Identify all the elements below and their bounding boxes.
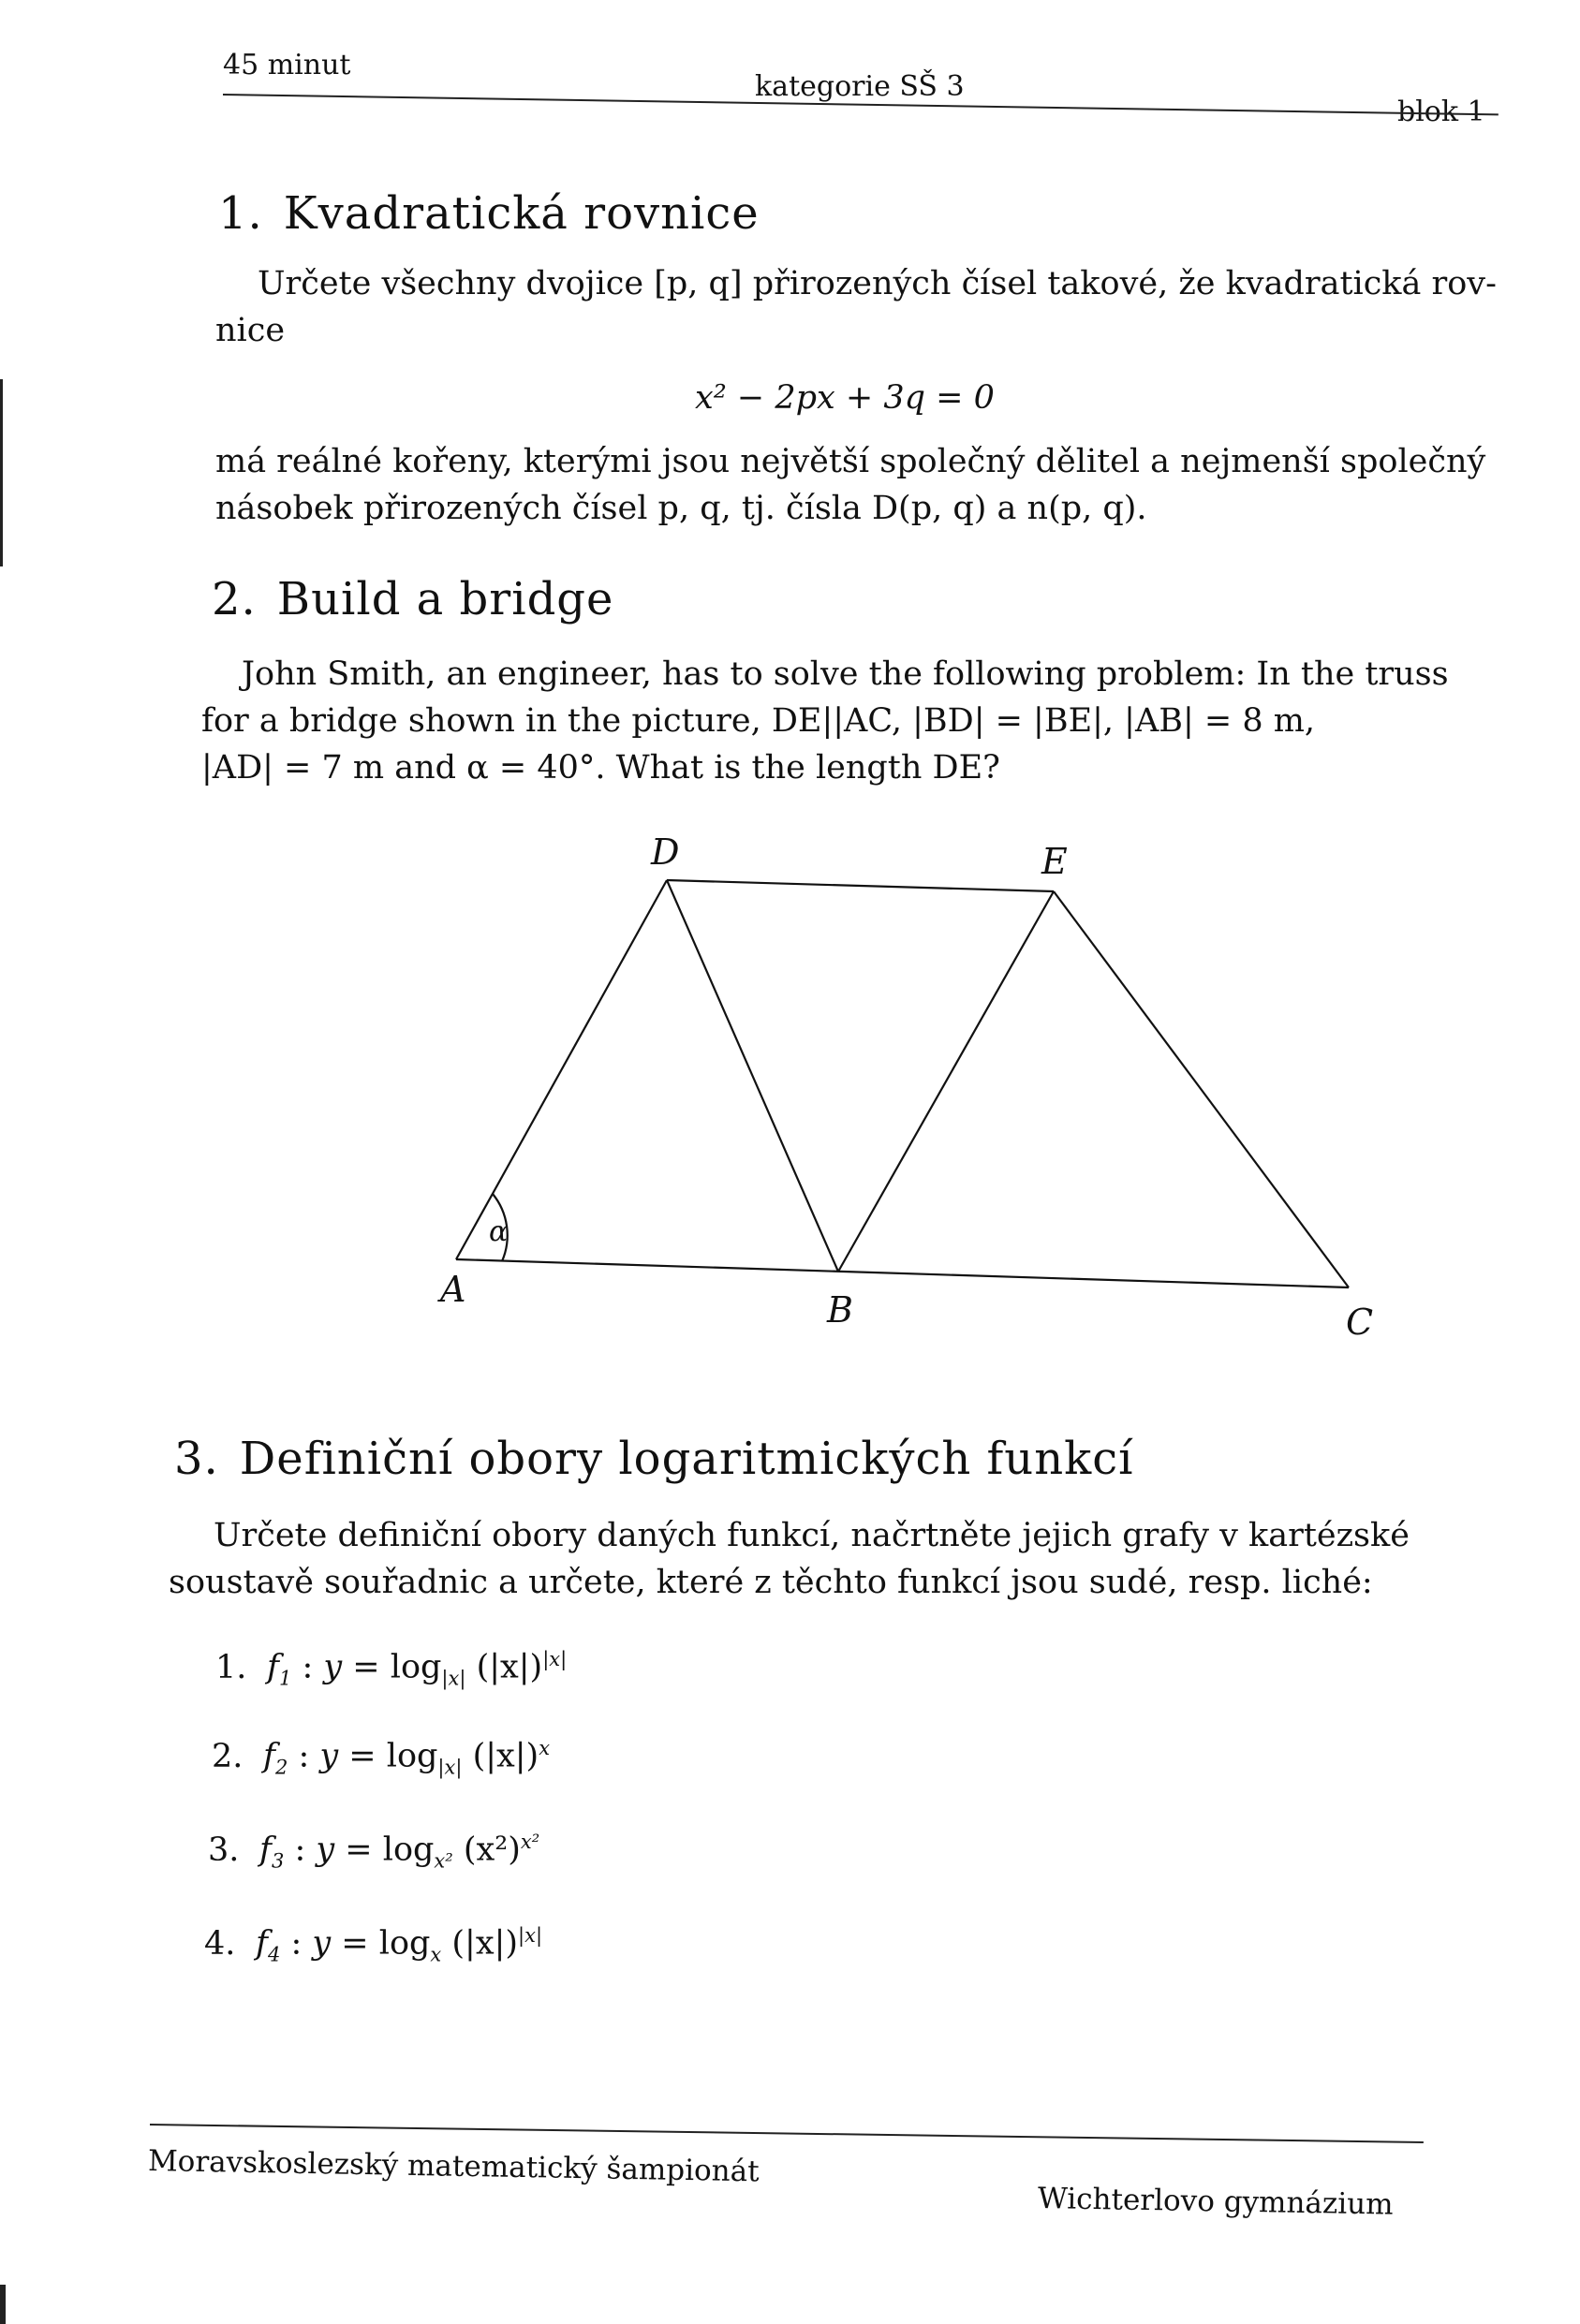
function-f2: 2. $f_2$ : $y = \log_{|x|} (|x|)^x$ (212, 1737, 551, 1779)
problem3-title: 3. Definiční obory logaritmických funkcí (174, 1433, 1134, 1485)
angle-label-alpha: α (489, 1215, 509, 1248)
problem1-equation: x² − 2px + 3q = 0 (695, 379, 995, 417)
edge-AC (456, 1259, 1349, 1287)
problem2-text-line3: |AD| = 7 m and α = 40°. What is the length DE? (201, 749, 1000, 787)
vertex-label-B: B (827, 1289, 853, 1331)
footer-rule (150, 2124, 1424, 2143)
vertex-label-C: C (1346, 1302, 1374, 1343)
vertex-label-E: E (1041, 841, 1068, 882)
problem1-text-line1: Určete všechny dvojice [p, q] přirozených čísel takové, že kvadratická rov- (258, 265, 1497, 302)
header-block: blok 1 (1397, 96, 1485, 128)
function-f1: 1. $f_1$ : $y = \log_{|x|} (|x|)^{|x|}$ (215, 1648, 568, 1690)
problem3-text-line1: Určete definiční obory daných funkcí, načrtněte jejich grafy v kartézské (214, 1517, 1410, 1554)
vertex-label-A: A (440, 1269, 466, 1310)
problem1-text-line3: má reálné kořeny, kterými jsou největší společný dělitel a nejmenší společný (215, 443, 1486, 480)
problem1-text-line2: nice (215, 312, 286, 349)
scan-edge-mark (0, 2285, 6, 2324)
problem2-text-line1: John Smith, an engineer, has to solve the following problem: In the truss (242, 655, 1449, 693)
scan-edge-mark (0, 379, 3, 566)
footer-left: Moravskoslezský matematický šampionát (147, 2144, 760, 2189)
problem1-title: 1. Kvadratická rovnice (218, 187, 760, 240)
problem3-text-line2: soustavě souřadnic a určete, které z těchto funkcí jsou sudé, resp. liché: (169, 1564, 1373, 1601)
vertex-label-D: D (651, 831, 680, 873)
edge-BE (838, 891, 1054, 1272)
edge-DE (667, 880, 1054, 891)
function-f3: 3. $f_3$ : $y = \log_{x^2} (x^2)^{x^2}$ (208, 1831, 540, 1873)
function-f4: 4. $f_4$ : $y = \log_x (|x|)^{|x|}$ (204, 1924, 543, 1966)
problem2-text-line2: for a bridge shown in the picture, DE||AC, |BD| = |BE|, |AB| = 8 m, (201, 702, 1316, 740)
bridge-truss-figure (412, 824, 1405, 1348)
header-category: kategorie SŠ 3 (755, 70, 965, 103)
header-time: 45 minut (223, 49, 351, 81)
problem1-text-line4: násobek přirozených čísel p, q, tj. čísla D(p, q) a n(p, q). (215, 490, 1147, 527)
edge-EC (1054, 891, 1349, 1287)
edge-AD (456, 880, 667, 1259)
footer-right: Wichterlovo gymnázium (1037, 2182, 1394, 2222)
problem2-title: 2. Build a bridge (212, 573, 614, 625)
edge-DB (667, 880, 838, 1272)
